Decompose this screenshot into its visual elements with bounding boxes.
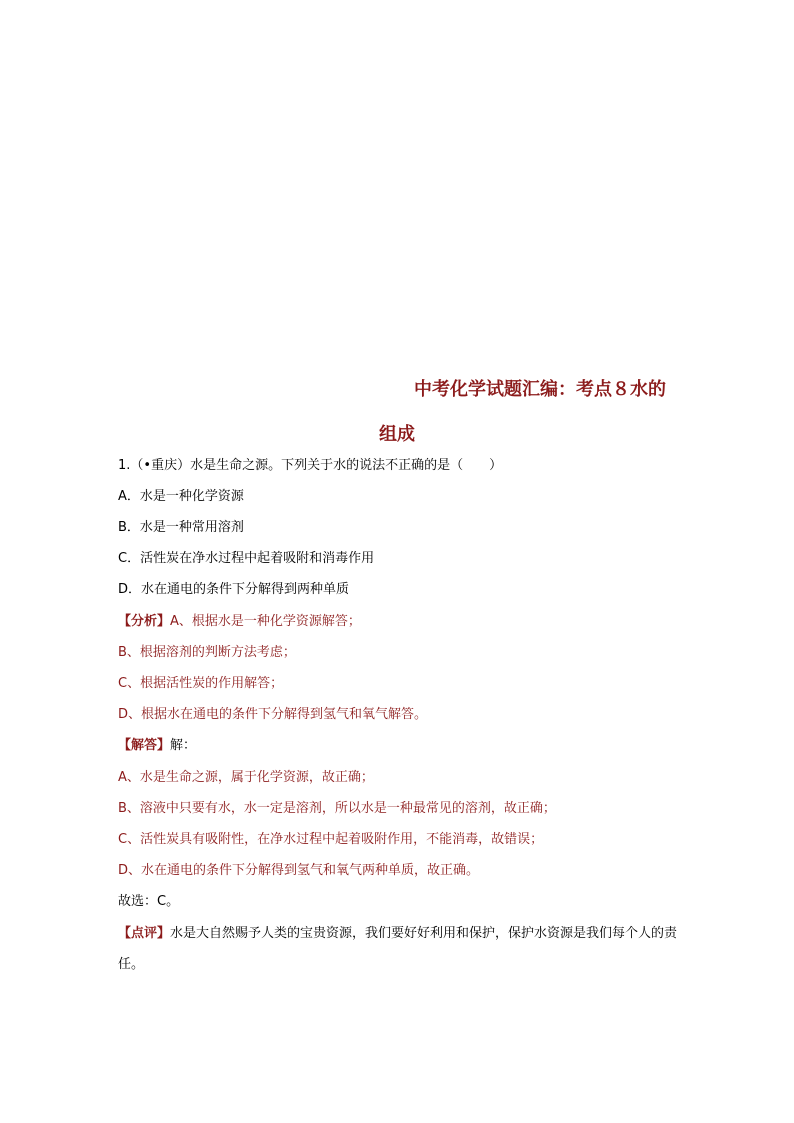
analysis-tag: 【分析】 [118,614,171,629]
comment-text: 水是大自然赐予人类的宝贵资源，我们要好好利用和保护，保护水资源是我们每个人的责任。 [118,926,678,972]
answer-point-b: B、溶液中只要有水，水一定是溶剂，所以水是一种最常见的溶剂，故正确； [118,801,556,816]
answer-point-a: A、水是生命之源，属于化学资源，故正确； [118,770,374,785]
option-b: B．水是一种常用溶剂 [118,520,244,535]
analysis-point-d: D、根据水在通电的条件下分解得到氢气和氧气解答。 [118,707,428,722]
answer-tag: 【解答】 [118,738,171,753]
comment-tag: 【点评】 [118,926,171,941]
document-title-line-1: 中考化学试题汇编：考点８水的 [414,379,666,400]
document-title-line-2: 组成 [379,424,415,445]
option-d: D．水在通电的条件下分解得到两种单质 [118,582,350,597]
answer-head-line [118,738,196,754]
answer-head: 解： [170,738,197,753]
answer-choice: 故选：C。 [118,894,180,909]
analysis-first-line [118,614,361,630]
analysis-point-b: B、根据溶剂的判断方法考虑； [118,645,296,660]
answer-point-d: D、水在通电的条件下分解得到氢气和氧气两种单质，故正确。 [118,863,480,878]
option-a: A．水是一种化学资源 [118,489,244,504]
comment-block [118,918,680,980]
answer-point-c: C、活性炭具有吸附性，在净水过程中起着吸附作用，不能消毒，故错误； [118,832,544,847]
analysis-point-c: C、根据活性炭的作用解答； [118,676,284,691]
question-stem: 1.（•重庆）水是生命之源。下列关于水的说法不正确的是（ ） [118,458,503,473]
option-c: C．活性炭在净水过程中起着吸附和消毒作用 [118,551,375,566]
analysis-point-a: A、根据水是一种化学资源解答； [170,614,361,629]
